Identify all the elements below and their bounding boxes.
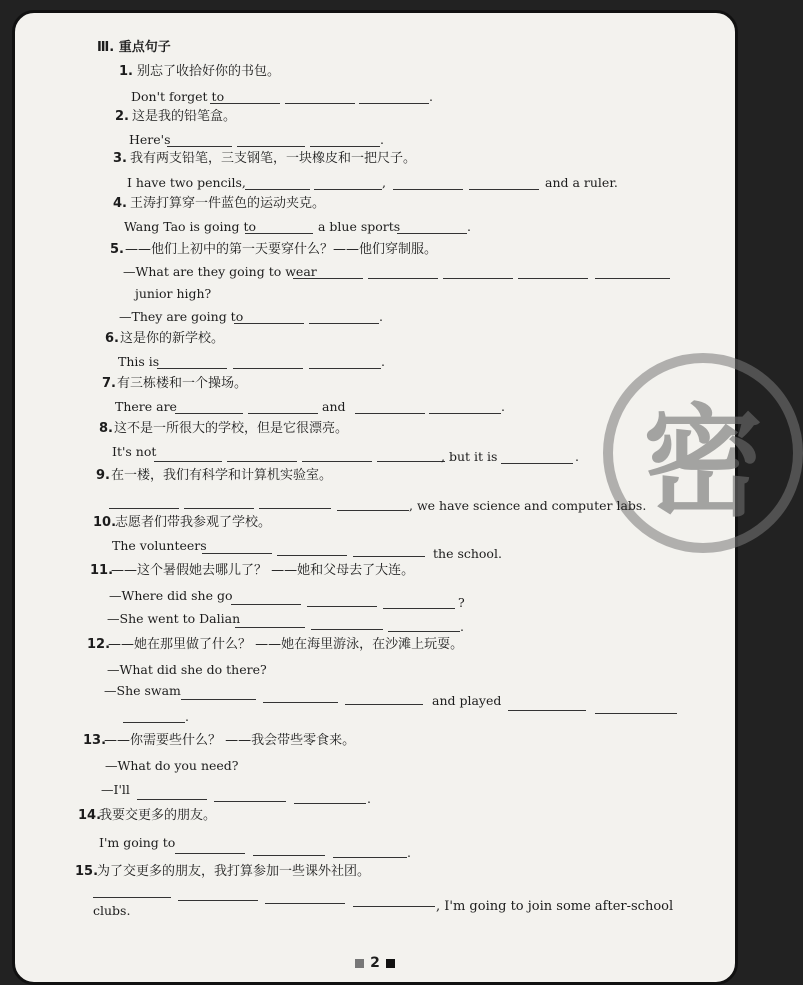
item-chinese: ——她在那里做了什么？ ——她在海里游泳，在沙滩上玩耍。 — [108, 637, 464, 652]
answer-blank[interactable] — [263, 702, 338, 703]
item-english: —She went to Dalian — [107, 611, 241, 626]
answer-blank[interactable] — [337, 510, 409, 511]
item-english: —What are they going to wear — [123, 264, 317, 279]
item-english: clubs. — [93, 903, 131, 918]
answer-blank[interactable] — [214, 801, 286, 802]
answer-blank[interactable] — [167, 146, 232, 147]
item-chinese: 我有两支铅笔，三支钢笔，一块橡皮和一把尺子。 — [130, 151, 417, 166]
answer-blank[interactable] — [508, 710, 586, 711]
exercise-content: Ⅲ. 重点句子 1. 别忘了收拾好你的书包。 Don't forget to . 2. 这是我的铅笔盒。 Here's . 3. 我有两支铅笔，三支钢笔，一块橡皮和一把尺子。 I have two pencils, , and a ruler. 4. 王涛打算穿一件蓝色的运动夹克。 Wang Tao is going to a blue sports . 5. ——他们上初中的第一天要穿什么？——他们穿制服。 —What are they going to wear junior high? —They are going to . 6. 这是你的新学校。 This is . 7. 有三栋楼和一个操场。 There are and . 8. 这不是一所很大的学校，但是它很漂亮。 It's not , but it is . 9. 在一楼，我们有科学和计算机实验室。 , we have science and computer labs. 10. 志愿者们带我参观了学校。 The volunteers the school. 11. ——这个暑假她去哪儿了？ ——她和父母去了大连。 —Where did she go ? —She went to Dalian . 12. ——她在那里做了什么？ ——她在海里游泳，在沙滩上玩耍。 —What did she do there? —She swam and played . 13. ——你需要些什么？ ——我会带些零食来。 —What do you need? —I'll . 14. 我要交更多的朋友。 I'm going to . 15. 为了交更多的朋友，我打算参加一些课外社团。 , I'm going to join some after-school clubs. — [15, 13, 735, 982]
item-english: junior high? — [135, 286, 212, 301]
item-chinese: 为了交更多的朋友，我打算参加一些课外社团。 — [97, 864, 371, 879]
answer-blank[interactable] — [237, 146, 305, 147]
answer-blank[interactable] — [443, 278, 513, 279]
answer-blank[interactable] — [388, 631, 460, 632]
footer-square-icon — [386, 959, 395, 968]
answer-blank[interactable] — [245, 189, 310, 190]
item-english: —What did she do there? — [107, 662, 267, 677]
item-english: a blue sports — [318, 219, 401, 234]
item-number: 8. — [99, 421, 113, 436]
item-number: 7. — [102, 376, 116, 391]
item-number: 1. — [119, 64, 133, 79]
answer-blank[interactable] — [293, 278, 363, 279]
item-english: Wang Tao is going to — [124, 219, 257, 234]
item-english: —I'll — [101, 782, 130, 797]
item-number: 6. — [105, 331, 119, 346]
answer-blank[interactable] — [157, 368, 227, 369]
answer-blank[interactable] — [353, 906, 435, 907]
item-english: I have two pencils, — [127, 175, 246, 190]
answer-blank[interactable] — [175, 853, 245, 854]
answer-blank[interactable] — [518, 278, 588, 279]
item-english: —They are going to — [119, 309, 244, 324]
worksheet-page — [12, 10, 763, 985]
answer-blank[interactable] — [595, 713, 677, 714]
answer-blank[interactable] — [383, 608, 455, 609]
answer-blank[interactable] — [154, 461, 222, 462]
item-english: —What do you need? — [105, 758, 239, 773]
answer-blank[interactable] — [333, 857, 407, 858]
answer-blank[interactable] — [184, 508, 254, 509]
answer-blank[interactable] — [285, 103, 355, 104]
answer-blank[interactable] — [345, 704, 423, 705]
section-title: Ⅲ. 重点句子 — [97, 40, 171, 55]
item-number: 10. — [93, 515, 117, 530]
item-chinese: 我要交更多的朋友。 — [99, 808, 217, 823]
answer-blank[interactable] — [595, 278, 670, 279]
answer-blank[interactable] — [235, 627, 305, 628]
answer-blank[interactable] — [377, 461, 445, 462]
item-english: It's not — [112, 444, 157, 459]
item-number: 4. — [113, 196, 127, 211]
answer-blank[interactable] — [253, 855, 325, 856]
answer-blank[interactable] — [359, 103, 429, 104]
answer-blank[interactable] — [302, 461, 372, 462]
answer-blank[interactable] — [355, 413, 425, 414]
answer-blank[interactable] — [123, 722, 185, 723]
answer-blank[interactable] — [368, 278, 438, 279]
item-english: and played — [432, 693, 502, 708]
answer-blank[interactable] — [429, 413, 501, 414]
answer-blank[interactable] — [202, 553, 272, 554]
item-chinese: 王涛打算穿一件蓝色的运动夹克。 — [130, 196, 326, 211]
answer-blank[interactable] — [248, 413, 318, 414]
answer-blank[interactable] — [245, 233, 313, 234]
answer-blank[interactable] — [181, 699, 256, 700]
item-english: —Where did she go — [109, 588, 233, 603]
item-number: 5. — [110, 242, 124, 257]
answer-blank[interactable] — [93, 897, 171, 898]
item-number: 9. — [96, 468, 110, 483]
item-number: 3. — [113, 151, 127, 166]
item-chinese: 在一楼，我们有科学和计算机实验室。 — [111, 468, 333, 483]
item-english: the school. — [433, 546, 502, 561]
answer-blank[interactable] — [309, 368, 381, 369]
item-number: 11. — [90, 563, 114, 578]
footer-square-icon — [355, 959, 364, 968]
page-footer — [15, 955, 735, 971]
answer-blank[interactable] — [309, 323, 379, 324]
answer-blank[interactable] — [259, 508, 331, 509]
item-chinese: 这是我的铅笔盒。 — [132, 109, 237, 124]
item-english: This is — [118, 354, 160, 369]
answer-blank[interactable] — [178, 900, 258, 901]
item-english: Don't forget to — [131, 89, 225, 104]
item-chinese: 这是你的新学校。 — [120, 331, 225, 346]
item-english: , we have science and computer labs. — [409, 498, 647, 513]
item-english: Here's — [129, 132, 171, 147]
answer-blank[interactable] — [353, 556, 425, 557]
answer-blank[interactable] — [109, 508, 179, 509]
answer-blank[interactable] — [294, 803, 366, 804]
answer-blank[interactable] — [397, 233, 467, 234]
answer-blank[interactable] — [307, 606, 377, 607]
answer-blank[interactable] — [501, 463, 573, 464]
answer-blank[interactable] — [277, 555, 347, 556]
item-number: 12. — [87, 637, 111, 652]
answer-blank[interactable] — [234, 323, 304, 324]
answer-blank[interactable] — [314, 189, 382, 190]
item-chinese: 志愿者们带我参观了学校。 — [115, 515, 272, 530]
item-english: ? — [458, 595, 465, 610]
answer-blank[interactable] — [210, 103, 280, 104]
answer-blank[interactable] — [393, 189, 463, 190]
item-chinese: ——这个暑假她去哪儿了？ ——她和父母去了大连。 — [111, 563, 415, 578]
item-chinese: 有三栋楼和一个操场。 — [117, 376, 248, 391]
answer-blank[interactable] — [310, 146, 380, 147]
answer-blank[interactable] — [469, 189, 539, 190]
item-chinese: ——他们上初中的第一天要穿什么？——他们穿制服。 — [125, 242, 438, 257]
answer-blank[interactable] — [265, 903, 345, 904]
item-english: I'm going to — [99, 835, 176, 850]
answer-blank[interactable] — [233, 368, 303, 369]
item-english: There are — [115, 399, 177, 414]
stamp-glyph: 密 — [643, 394, 763, 533]
item-english: The volunteers — [112, 538, 207, 553]
answer-blank[interactable] — [175, 413, 243, 414]
answer-blank[interactable] — [231, 604, 301, 605]
item-english: , I'm going to join some after-school — [436, 899, 674, 914]
item-number: 15. — [75, 864, 99, 879]
answer-blank[interactable] — [227, 461, 297, 462]
item-number: 2. — [115, 109, 129, 124]
item-number: 13. — [83, 733, 107, 748]
item-english: —She swam — [104, 683, 181, 698]
item-chinese: ——你需要些什么？ ——我会带些零食来。 — [104, 733, 356, 748]
answer-blank[interactable] — [137, 799, 207, 800]
item-english: and — [322, 399, 346, 414]
page-number: 2 — [370, 955, 380, 971]
item-english: , but it is — [441, 449, 498, 464]
item-chinese: 别忘了收拾好你的书包。 — [137, 64, 281, 79]
item-chinese: 这不是一所很大的学校，但是它很漂亮。 — [114, 421, 349, 436]
item-number: 14. — [78, 808, 102, 823]
answer-blank[interactable] — [311, 629, 383, 630]
item-english: and a ruler. — [545, 175, 618, 190]
